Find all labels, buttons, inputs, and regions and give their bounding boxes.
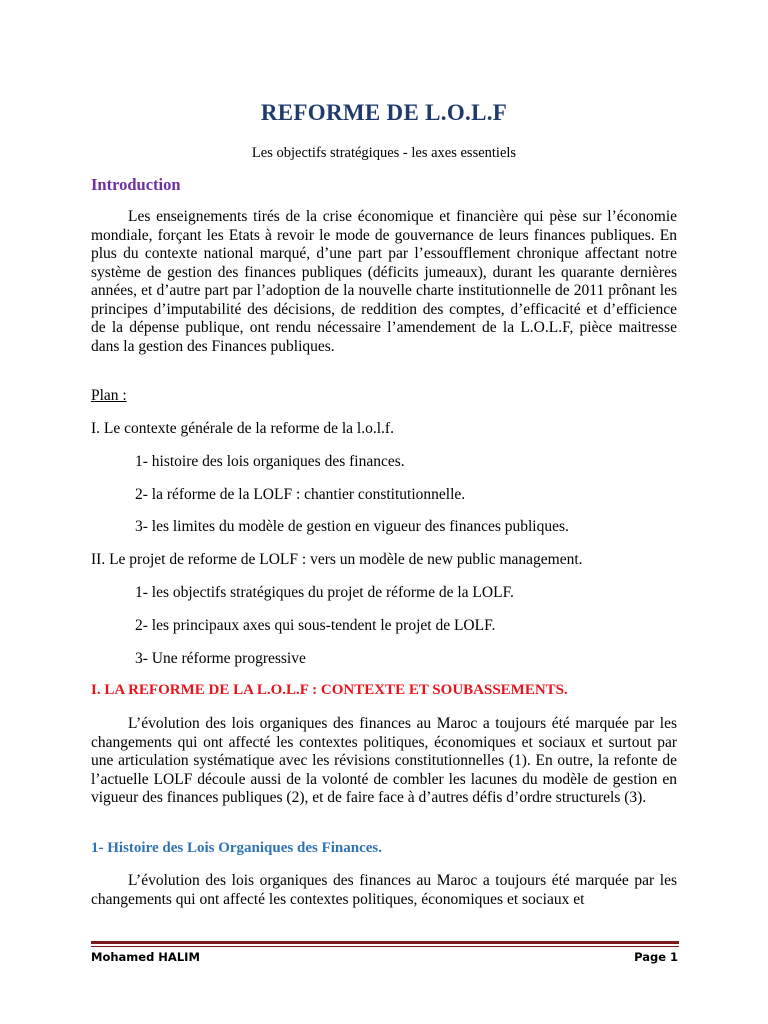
footer-page-number: Page 1 xyxy=(634,950,678,964)
section-1-heading: I. LA REFORME DE LA L.O.L.F : CONTEXTE ET SOUBASSEMENTS. xyxy=(91,682,568,698)
footer-rule-thin xyxy=(91,946,679,947)
plan-part-1: I. Le contexte générale de la reforme de la l.o.l.f. xyxy=(91,420,394,437)
document-title: REFORME DE L.O.L.F xyxy=(260,100,508,125)
plan-label: Plan : xyxy=(91,387,127,404)
plan-part-2-item-3: 3- Une réforme progressive xyxy=(135,650,306,667)
subsection-1-heading: 1- Histoire des Lois Organiques des Finances. xyxy=(91,840,382,856)
introduction-paragraph: Les enseignements tirés de la crise économique et financière qui pèse sur l’économie mondiale, forçant les Etats à revoir le mode de gouvernance de leurs finances publiques. En plus du contexte national marqué, d’une part par l’essoufflement chronique affectant notre système de gestion des finances publiques (déficits jumeaux), durant les quarante dernières années, et d’autre part par l’adoption de la nouvelle charte institutionnelle de 2011 prônant les principes d’imputabilité des décisions, de reddition des comptes, d’efficacité et d’efficience de la dépense publique, ont rendu nécessaire l’amendement de la L.O.L.F, pièce maitresse dans la gestion des Finances publiques. xyxy=(91,208,677,355)
document-subtitle: Les objectifs stratégiques - les axes essentiels xyxy=(251,145,517,161)
plan-part-1-item-3: 3- les limites du modèle de gestion en vigueur des finances publiques. xyxy=(135,518,569,535)
footer-author: Mohamed HALIM xyxy=(91,950,200,964)
plan-part-2-item-2: 2- les principaux axes qui sous-tendent le projet de LOLF. xyxy=(135,617,496,634)
footer-rule xyxy=(91,941,679,944)
plan-part-2: II. Le projet de reforme de LOLF : vers un modèle de new public management. xyxy=(91,551,583,568)
plan-part-1-item-2: 2- la réforme de la LOLF : chantier constitutionnelle. xyxy=(135,486,466,503)
subsection-1-paragraph: L’évolution des lois organiques des finances au Maroc a toujours été marquée par les changements qui ont affecté les contextes politiques, économiques et sociaux et xyxy=(91,872,677,908)
plan-part-2-item-1: 1- les objectifs stratégiques du projet de réforme de la LOLF. xyxy=(135,584,514,601)
plan-part-1-item-1: 1- histoire des lois organiques des finances. xyxy=(135,453,405,470)
section-1-paragraph: L’évolution des lois organiques des finances au Maroc a toujours été marquée par les changements qui ont affecté les contextes politiques, économiques et sociaux et surtout par une articulation systématique avec les révisions constitutionnelles (1). En outre, la refonte de l’actuelle LOLF découle aussi de la volonté de combler les lacunes du modèle de gestion en vigueur des finances publiques (2), et de faire face à d’autres défis d’ordre structurels (3). xyxy=(91,715,677,806)
introduction-heading: Introduction xyxy=(91,175,181,194)
